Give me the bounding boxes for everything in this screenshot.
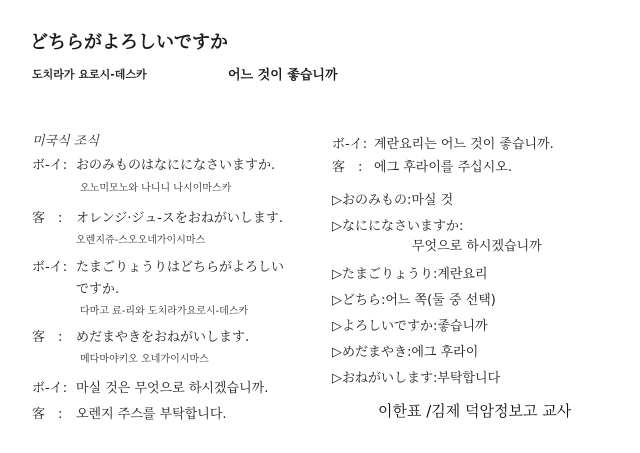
speaker-label: ボ-イ: bbox=[32, 158, 68, 173]
title-reading: 도치라가 요로시-데스카 bbox=[32, 68, 147, 81]
vocab-item-continued: 무엇으로 하시겠습니까 bbox=[412, 239, 542, 254]
section-label: 미국식 조식 bbox=[32, 134, 99, 149]
reading-line: 오렌지쥬-스오오네가이시마스 bbox=[76, 235, 206, 246]
reading-line: 다마고 료-리와 도치라가요로시-데스카 bbox=[80, 306, 249, 317]
vocab-item: ▷おねがいします:부탁합니다 bbox=[332, 371, 501, 386]
translation-line: 에그 후라이를 주십시오. bbox=[374, 160, 512, 175]
dialogue-line: おのみものはなにになさいますか. bbox=[76, 158, 276, 173]
translation-line: 오렌지 주스를 부탁합니다. bbox=[76, 407, 227, 422]
vocab-item: ▷どちら:어느 쪽(둘 중 선택) bbox=[332, 293, 496, 308]
dialogue-line: めだまやきをおねがいします. bbox=[76, 330, 250, 345]
speaker-label: 客 : bbox=[32, 407, 63, 422]
vocab-item: ▷よろしいですか:좋습니까 bbox=[332, 319, 488, 334]
title-meaning: 어느 것이 좋습니까 bbox=[228, 68, 338, 83]
translation-line: 마실 것은 무엇으로 하시겠습니까. bbox=[76, 381, 269, 396]
vocab-item: ▷なにになさいますか: bbox=[332, 219, 464, 234]
speaker-label: ボ-イ: bbox=[32, 260, 68, 275]
page-title: どちらがよろしいですか bbox=[30, 32, 228, 53]
vocab-item: ▷おのみもの:마실 것 bbox=[332, 193, 454, 208]
speaker-label: 客 : bbox=[332, 160, 363, 175]
dialogue-line: たまごりょうりはどちらがよろしい bbox=[76, 260, 285, 275]
speaker-label: ボ-イ: bbox=[32, 381, 68, 396]
dialogue-line-continued: ですか. bbox=[76, 282, 120, 297]
vocab-item: ▷めだまやき:에그 후라이 bbox=[332, 345, 479, 360]
reading-line: 오노미모노와 나니니 나시이마스카 bbox=[80, 183, 232, 194]
speaker-label: 客 : bbox=[32, 211, 63, 226]
translation-line: 계란요리는 어느 것이 좋습니까. bbox=[374, 137, 554, 152]
author-credit: 이한표 /김제 덕암정보고 교사 bbox=[378, 402, 572, 420]
vocab-item: ▷たまごりょうり:계란요리 bbox=[332, 267, 488, 282]
reading-line: 메다마야키오 오네가이시마스 bbox=[80, 354, 209, 365]
speaker-label: 客 : bbox=[32, 330, 63, 345]
dialogue-line: オレンジ·ジュ-スをおねがいします. bbox=[76, 211, 284, 226]
speaker-label: ボ-イ: bbox=[332, 137, 368, 152]
